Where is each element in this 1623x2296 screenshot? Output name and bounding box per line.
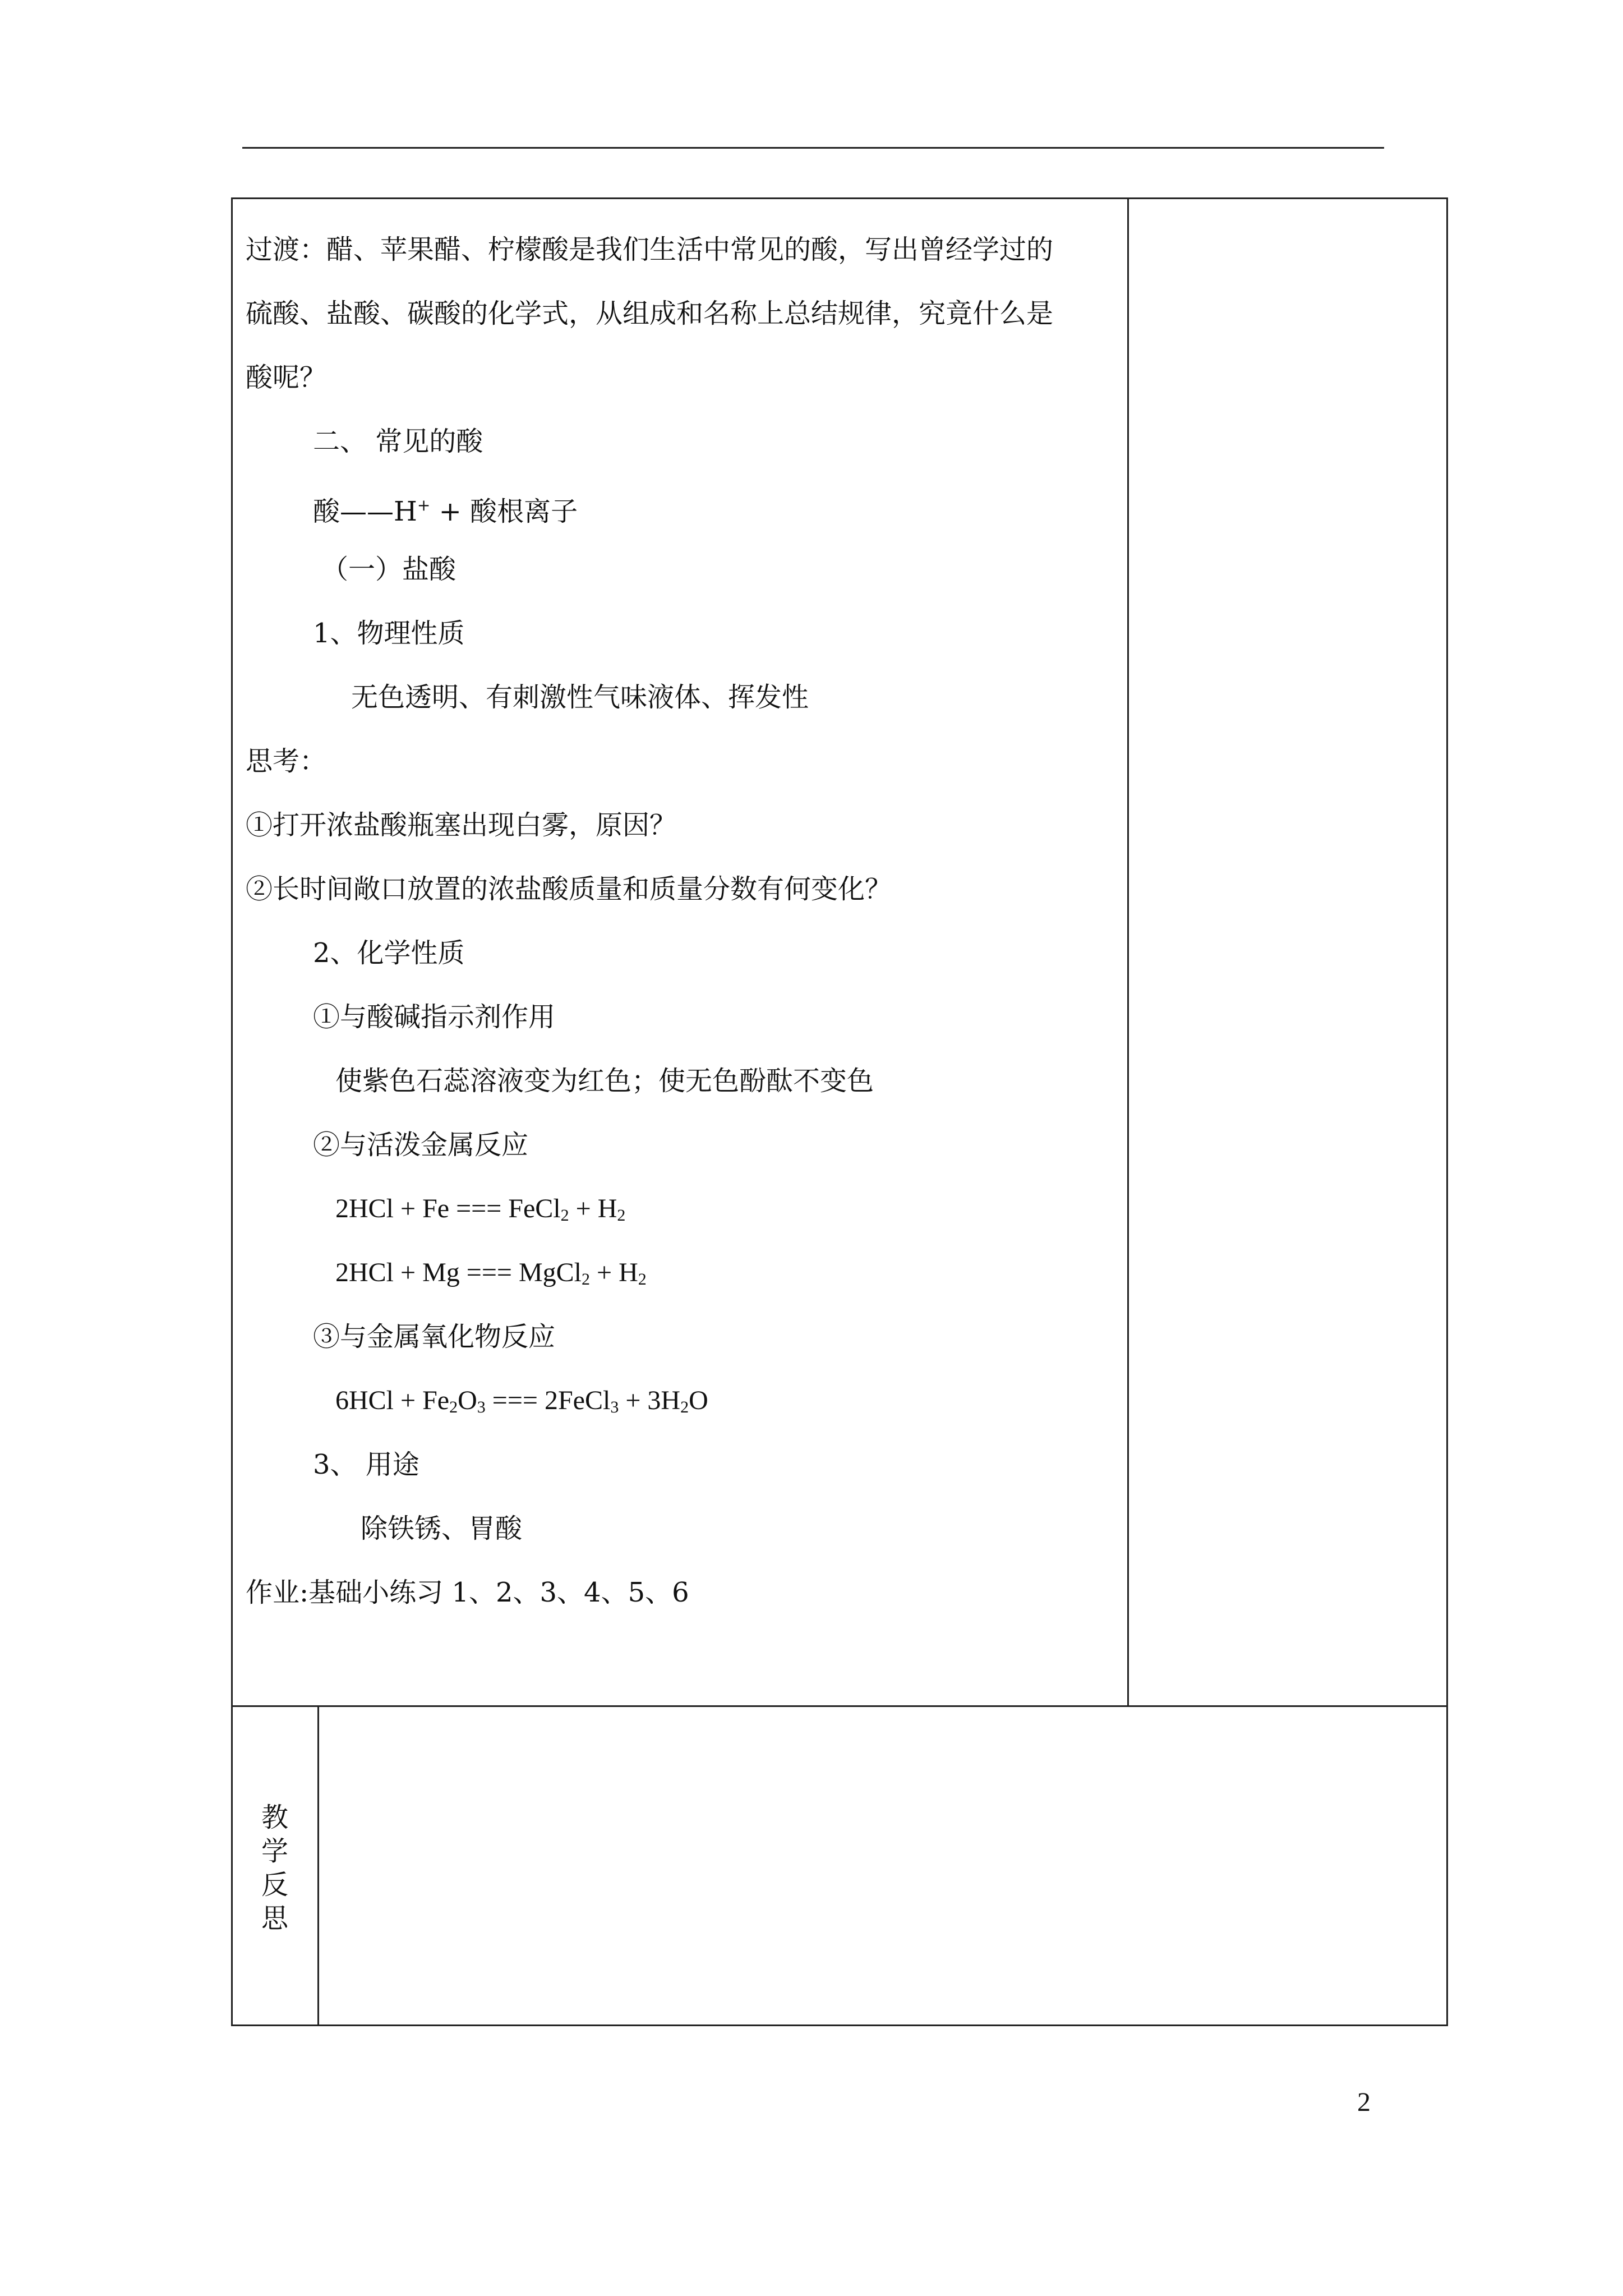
thinking-question-1: ①打开浓盐酸瓶塞出现白雾，原因？ <box>246 809 677 841</box>
acid-definition <box>246 477 1121 541</box>
uses-heading: 3、 用途 <box>313 1449 419 1480</box>
acid-definition-rest: + 酸根离子 <box>430 496 578 527</box>
equation-hcl-fe: 2HCl + Fe === FeCl$_2$ + $H_2$ <box>335 1194 626 1225</box>
page-number: 2 <box>1357 2087 1371 2117</box>
physical-properties-text: 无色透明、有刺激性气味液体、挥发性 <box>351 682 809 713</box>
uses-text: 除铁锈、胃酸 <box>361 1513 523 1544</box>
transition-line-1: 过渡：醋、苹果醋、柠檬酸是我们生活中常见的酸，写出曾经学过的 <box>246 234 1054 265</box>
reflection-label-divider <box>317 1705 319 2026</box>
h-ion-charge: + <box>417 496 431 514</box>
acid-definition-text: 酸——H <box>313 496 417 527</box>
thinking-question-2: ②长时间敞口放置的浓盐酸质量和质量分数有何变化？ <box>246 873 892 905</box>
indicator-text: 使紫色石蕊溶液变为红色；使无色酚酞不变色 <box>335 1065 874 1097</box>
transition-line-2: 硫酸、盐酸、碳酸的化学式，从组成和名称上总结规律，究竟什么是 <box>246 298 1054 329</box>
thinking-label: 思考： <box>246 746 327 777</box>
teaching-reflection-label: 教 学 反 思 <box>261 1802 288 1934</box>
equation-hcl-fe2o3: $6HCl + Fe_2O_3$ === 2FeCl$_3$ + $3H_2O$ <box>335 1386 708 1416</box>
reflection-row-divider <box>231 1705 1448 1707</box>
subsection-hcl: （一）盐酸 <box>321 554 457 585</box>
notes-column-divider <box>1127 197 1129 1706</box>
metal-reaction-heading: ②与活泼金属反应 <box>313 1129 529 1161</box>
indicator-heading: ①与酸碱指示剂作用 <box>313 1001 556 1033</box>
section-heading: 二、 常见的酸 <box>313 426 483 457</box>
homework-line: 作业:基础小练习 1、2、3、4、5、6 <box>246 1577 689 1608</box>
physical-properties-heading: 1、物理性质 <box>313 618 465 649</box>
transition-line-3: 酸呢？ <box>246 362 327 393</box>
oxide-reaction-heading: ③与金属氧化物反应 <box>313 1321 556 1352</box>
chemical-properties-heading: 2、化学性质 <box>313 937 465 969</box>
equation-hcl-mg: 2HCl + Mg === MgCl$_2$ + $H_2$ <box>335 1258 647 1289</box>
lesson-content <box>246 222 1121 1628</box>
header-rule <box>242 147 1384 149</box>
